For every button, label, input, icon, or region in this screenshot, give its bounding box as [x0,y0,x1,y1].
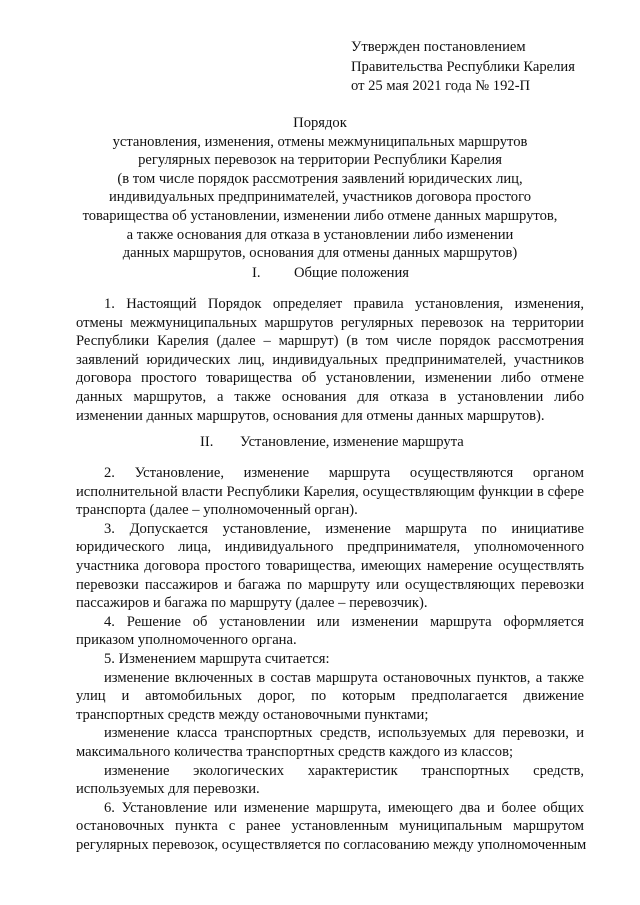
paragraph-line: улиц и автомобильных дорог, по которым предполагается движение [76,688,584,705]
approval-line: Утвержден постановлением [351,39,526,55]
approval-line: Правительства Республики Карелия [351,58,575,75]
paragraph-line: участника договора простого товарищества, имеющих намерение осуществлять [76,557,584,574]
title-line: регулярных перевозок на территории Республики Карелия [138,152,502,169]
paragraph-3 [76,520,584,613]
document-title [70,114,570,263]
paragraph-line: Республики Карелия (далее – маршрут) (в том числе порядок рассмотрения [76,333,584,350]
paragraph-line: используемых для перевозки. [76,781,260,798]
title-line: данных маршрутов, основания для отмены данных маршрутов) [122,245,518,262]
paragraph-line: регулярных перевозок, осуществляется по согласованию между уполномоченным [76,836,587,853]
title-line: установления, изменения, отмены межмуниципальных маршрутов [112,133,528,150]
paragraph-line: 1. Настоящий Порядок определяет правила установления, изменения, [104,296,584,312]
paragraph-line: 5. Изменением маршрута считается: [104,651,330,667]
paragraph-line: остановочных пункта с ранее установленным муниципальным маршрутом [76,818,584,835]
paragraph-line: 4. Решение об установлении или изменении маршрута оформляется [104,613,584,630]
paragraph-line: изменение экологических характеристик транспортных средств, [104,762,584,779]
paragraph-5-item-c [76,762,584,799]
paragraph-line: юридического лица, индивидуального предпринимателя, уполномоченного [76,539,584,556]
paragraph-line: 3. Допускается установление, изменение маршрута по инициативе [104,520,584,537]
paragraph-5-item-b [76,724,584,761]
title-line: а также основания для отказа в установлении либо изменении [126,226,514,243]
paragraph-line: приказом уполномоченного органа. [76,632,297,649]
paragraph-line: 2. Установление, изменение маршрута осуществляются органом [104,465,584,481]
paragraph-line: транспортных средств между остановочными пунктами; [76,706,429,723]
paragraph-1 [76,295,584,425]
paragraph-line: исполнительной власти Республики Карелия, осуществляющим функции в сфере [76,483,584,500]
paragraph-line: отмены межмуниципальных маршрутов регулярных перевозок на территории [76,314,584,331]
title-line: (в том числе порядок рассмотрения заявлений юридических лиц, [117,170,523,187]
paragraph-line: 6. Установление или изменение маршрута, имеющего два и более общих [104,799,584,816]
section-title: Установление, изменение маршрута [240,434,464,450]
section-title: Общие положения [294,265,409,281]
paragraph-5 [76,650,584,669]
approval-stamp [351,38,575,97]
paragraph-line: изменение класса транспортных средств, используемых для перевозки, и [104,725,584,742]
section-number: I. [252,265,261,281]
paragraph-4 [76,613,584,650]
section-number: II. [200,434,214,450]
paragraph-line: заявлений юридических лиц, индивидуальных предпринимателей, участников [76,351,584,368]
title-line: индивидуальных предпринимателей, участников договора простого [108,189,532,206]
paragraph-line: изменение включенных в состав маршрута остановочных пунктов, а также [104,669,584,686]
paragraph-line: максимального количества транспортных средств каждого из классов; [76,743,514,760]
paragraph-line: перевозки пассажиров и багажа по маршруту или осуществляющих перевозки [76,576,584,593]
paragraph-6 [76,799,587,855]
paragraph-5-item-a [76,669,584,725]
paragraph-line: транспорта (далее – уполномоченный орган). [76,502,358,519]
paragraph-line: пассажиров и багажа по маршруту (далее – перевозчик). [76,595,428,612]
approval-line: от 25 мая 2021 года № 192-П [351,78,531,94]
paragraph-line: данных маршрутов, а также основания для отказа в установлении либо [76,388,584,405]
paragraph-line: договора простого товарищества об установлении, изменении либо отмене [76,370,584,387]
title-line: товарищества об установлении, изменении либо отмене данных маршрутов, [82,207,558,224]
paragraph-line: изменении данных маршрутов, основания для отмены данных маршрутов). [76,407,545,424]
title-line: Порядок [293,115,347,131]
paragraph-2 [76,464,584,520]
